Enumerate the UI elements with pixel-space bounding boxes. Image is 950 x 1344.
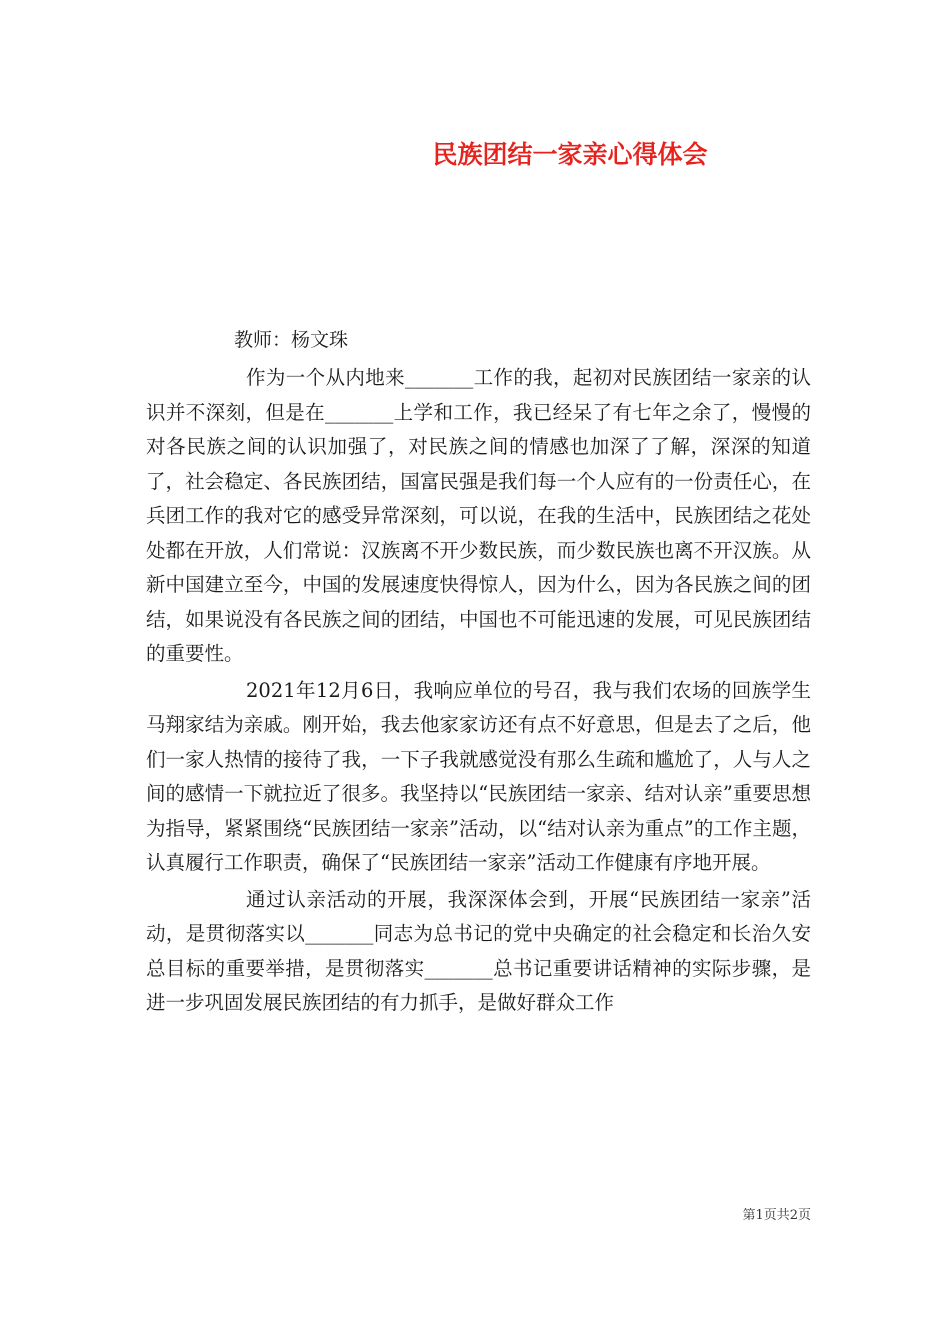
author-line: 教师：杨文珠 — [234, 329, 349, 351]
paragraph-2: 2021年12月6日，我响应单位的号召，我与我们农场的回族学生马翔家结为亲戚。刚开始，我去他家家访还有点不好意思，但是去了之后，他们一家人热情的接待了我，一下子我就感觉没有那么生疏和尴尬了，人与人之间的感情一下就拉近了很多。我坚持以“民族团结一家亲、结对认亲”重要思想为指导，紧紧围绕“民族团结一家亲”活动，以“结对认亲为重点”的工作主题，认真履行工作职责，确保了“民族团结一家亲”活动工作健康有序地开展。 — [146, 678, 811, 874]
page-footer: 第1页共2页 — [742, 1208, 811, 1223]
paragraph-1: 作为一个从内地来_______工作的我，起初对民族团结一家亲的认识并不深刻，但是在_______上学和工作，我已经呆了有七年之余了，慢慢的对各民族之间的认识加强了，对民族之间的情感也加深了了解，深深的知道了，社会稳定、各民族团结，国富民强是我们每一个人应有的一份责任心，在兵团工作的我对它的感受异常深刻，可以说，在我的生活中，民族团结之花处处都在开放，人们常说：汉族离不开少数民族，而少数民族也离不开汉族。从新中国建立至今，中国的发展速度快得惊人，因为什么，因为各民族之间的团结，如果说没有各民族之间的团结，中国也不可能迅速的发展，可见民族团结的重要性。 — [146, 366, 811, 665]
document-title-text: 民族团结一家亲心得体会 — [432, 140, 708, 169]
document-body — [146, 361, 811, 1023]
paragraph-3: 通过认亲活动的开展，我深深体会到，开展“民族团结一家亲”活动，是贯彻落实以_______同志为总书记的党中央确定的社会稳定和长治久安总目标的重要举措，是贯彻落实_______总书记重要讲话精神的实际步骤，是进一步巩固发展民族团结的有力抓手，是做好群众工作 — [146, 887, 811, 1014]
document-title — [0, 135, 950, 171]
